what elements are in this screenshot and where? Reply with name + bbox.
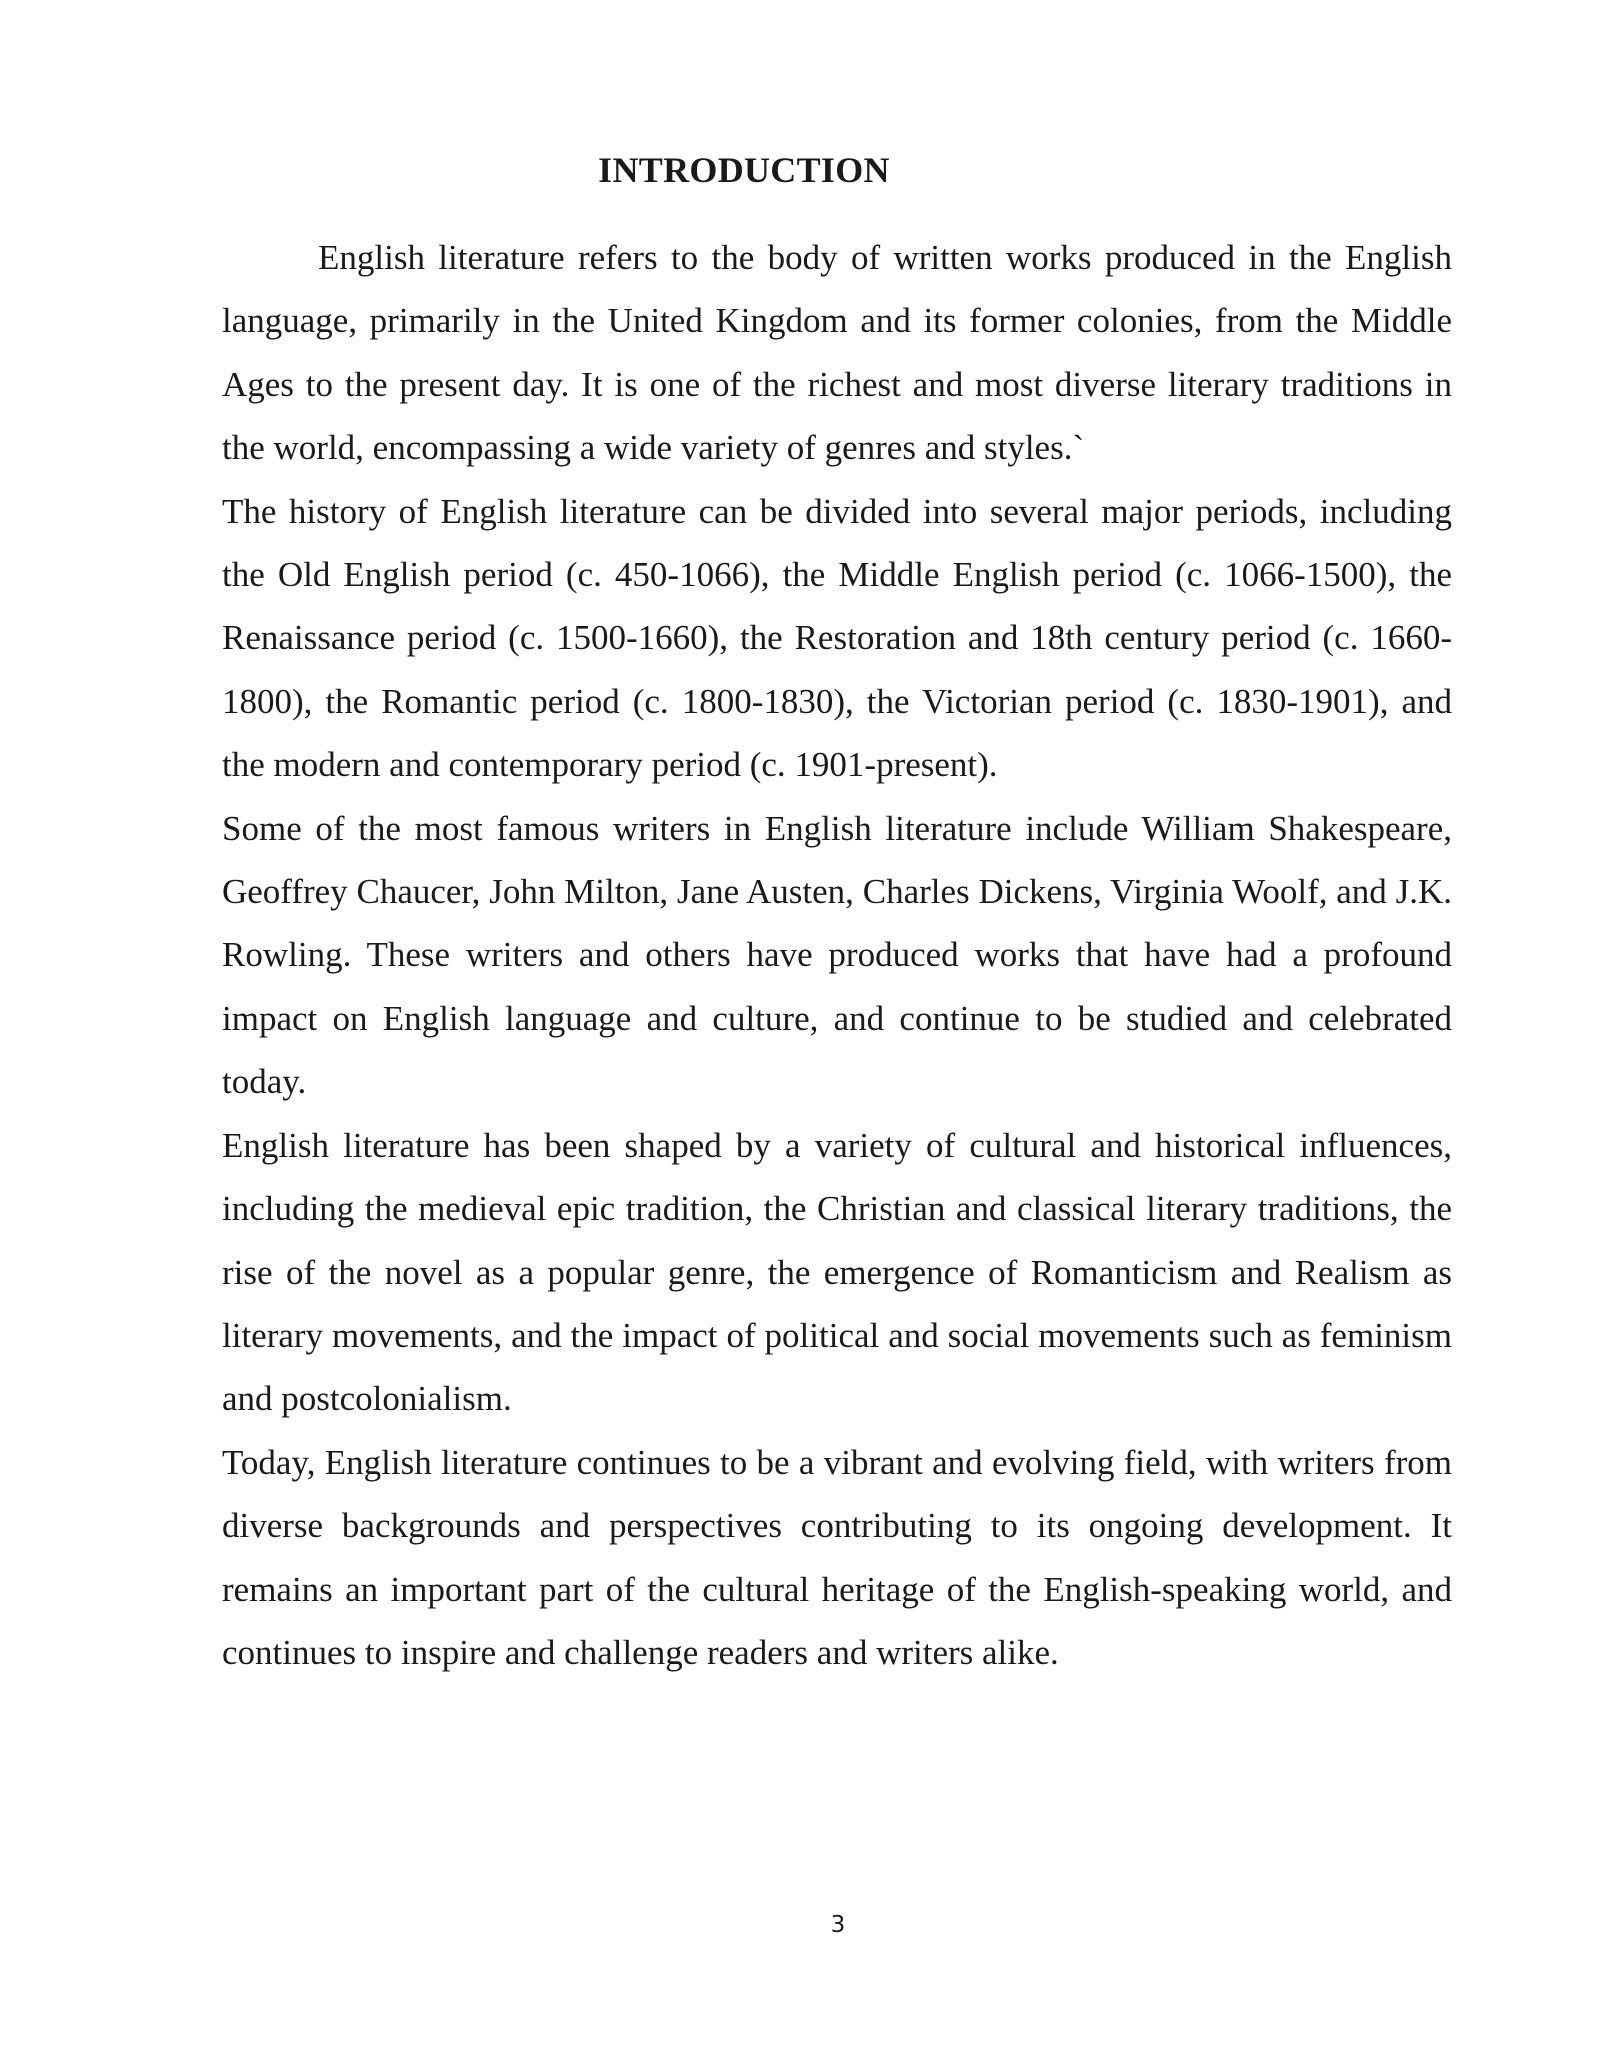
page-title: INTRODUCTION: [598, 150, 890, 190]
page-number: 3: [830, 1912, 846, 1938]
paragraph-intro: English literature refers to the body of written works produced in the English language, primarily in the United Kingdom and its former colonies, from the Middle Ages to the present day. It is one of the richest and most diverse literary traditions in the world, encompassing a wide variety of genres and styles.`: [222, 238, 1452, 468]
paragraph-influences: English literature has been shaped by a variety of cultural and historical influences, including the medieval epic tradition, the Christian and classical literary traditions, the rise of the novel as a popular genre, the emergence of Romanticism and Realism as literary movements, and the impact of political and social movements such as feminism and postcolonialism.: [222, 1125, 1452, 1419]
paragraph-writers: Some of the most famous writers in English literature include William Shakespeare, Geoffrey Chaucer, John Milton, Jane Austen, Charles Dickens, Virginia Woolf, and J.K. Rowling. These writers and others have produced works that have had a profound impact on English language and culture, and continue to be studied and celebrated today.: [222, 808, 1452, 1102]
body-text: [222, 226, 1452, 1684]
paragraph-today: Today, English literature continues to be a vibrant and evolving field, with writers from diverse backgrounds and perspectives contributing to its ongoing development. It remains an important part of the cultural heritage of the English-speaking world, and continues to inspire and challenge readers and writers alike.: [222, 1442, 1452, 1672]
paragraph-history: The history of English literature can be divided into several major periods, including the Old English period (c. 450-1066), the Middle English period (c. 1066-1500), the Renaissance period (c. 1500-1660), the Restoration and 18th century period (c. 1660-1800), the Romantic period (c. 1800-1830), the Victorian period (c. 1830-1901), and the modern and contemporary period (c. 1901-present).: [222, 491, 1452, 785]
